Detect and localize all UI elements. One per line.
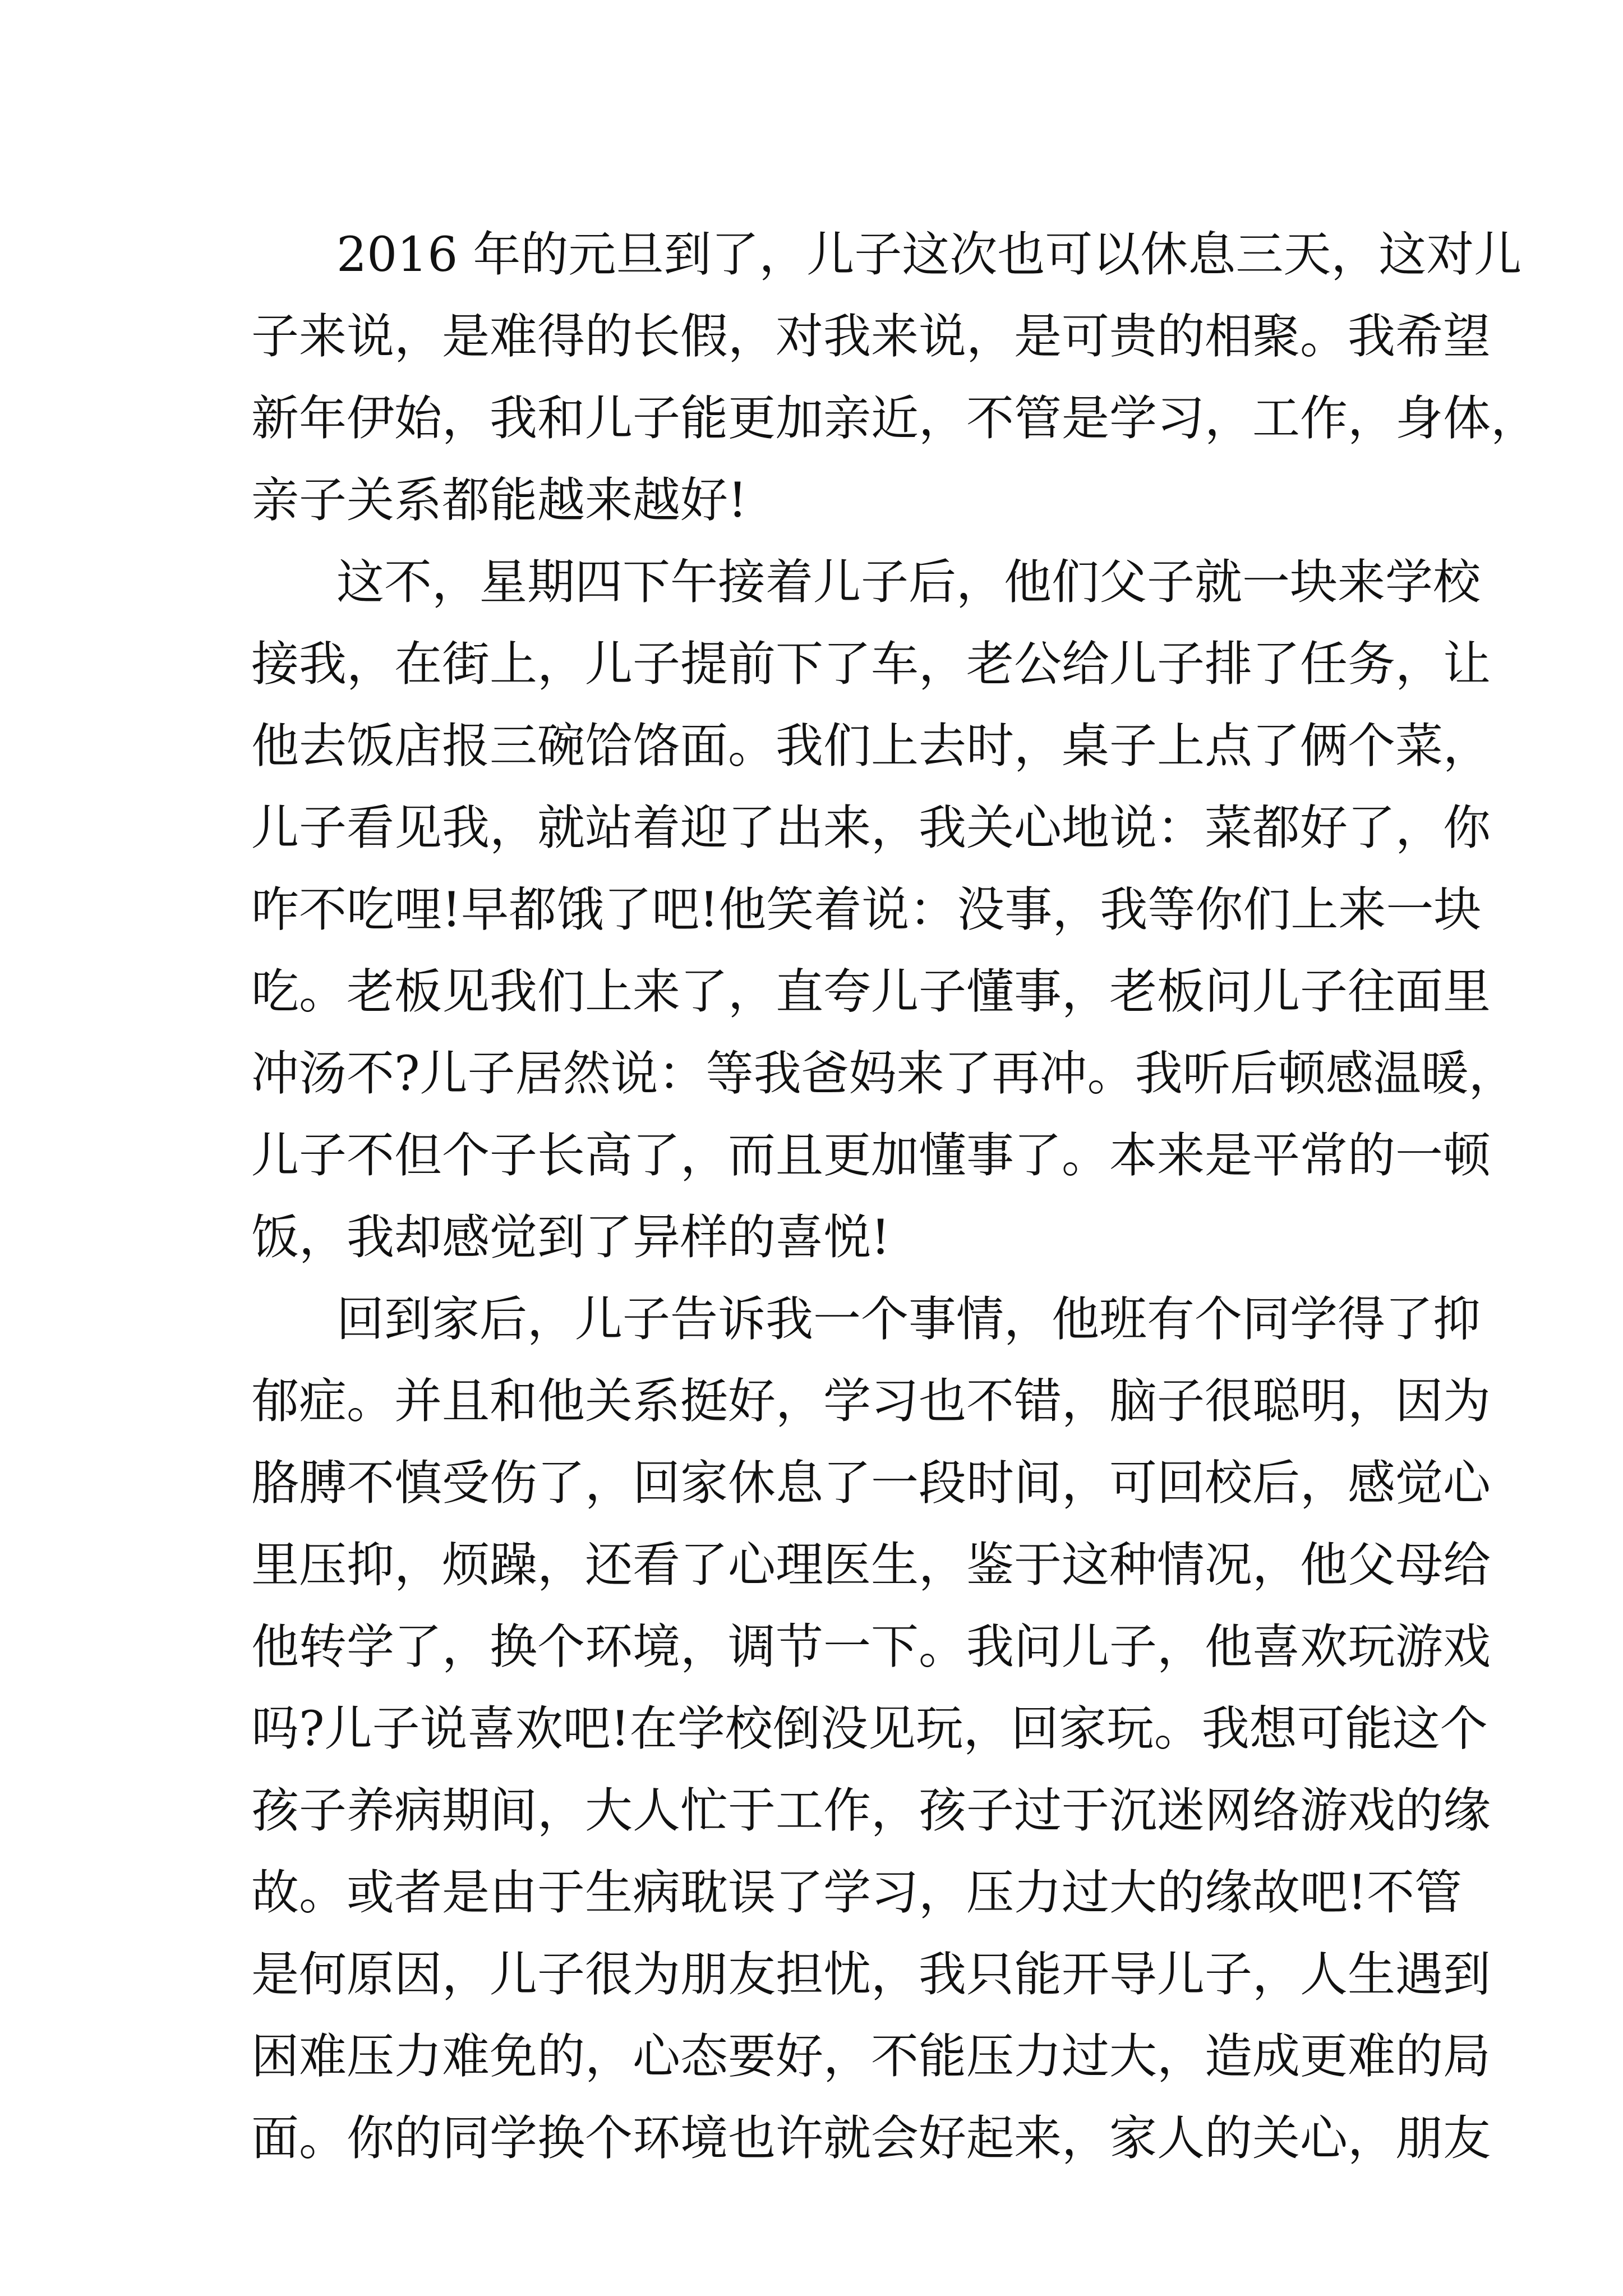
paragraph-2-line: 他去饭店报三碗饸饹面。我们上去时，桌子上点了俩个菜， xyxy=(251,719,1491,774)
paragraph-3-line: 吗?儿子说喜欢吧!在学校倒没见玩，回家玩。我想可能这个 xyxy=(251,1701,1488,1757)
paragraph-3-line: 故。或者是由于生病耽误了学习，压力过大的缘故吧!不管 xyxy=(251,1865,1463,1921)
paragraph-2-line: 冲汤不?儿子居然说：等我爸妈来了再冲。我听后顿感温暖， xyxy=(251,1046,1516,1102)
paragraph-1-line: 亲子关系都能越来越好! xyxy=(251,473,748,528)
paragraph-3-line: 面。你的同学换个环境也许就会好起来，家人的关心，朋友 xyxy=(251,2111,1491,2166)
paragraph-3-line: 郁症。并且和他关系挺好，学习也不错，脑子很聪明，因为 xyxy=(251,1374,1491,1429)
paragraph-1-line: 新年伊始，我和儿子能更加亲近，不管是学习，工作，身体， xyxy=(251,391,1539,447)
paragraph-2-line: 咋不吃哩!早都饿了吧!他笑着说：没事，我等你们上来一块 xyxy=(251,882,1482,938)
paragraph-3-line: 他转学了，换个环境，调节一下。我问儿子，他喜欢玩游戏 xyxy=(251,1619,1491,1675)
paragraph-2-line: 儿子不但个子长高了，而且更加懂事了。本来是平常的一顿 xyxy=(251,1128,1491,1184)
paragraph-3-line: 孩子养病期间，大人忙于工作，孩子过于沉迷网络游戏的缘 xyxy=(251,1783,1491,1839)
paragraph-2-line: 这不，星期四下午接着儿子后，他们父子就一块来学校 xyxy=(336,555,1481,610)
paragraph-3-line: 困难压力难免的，心态要好，不能压力过大，造成更难的局 xyxy=(251,2029,1491,2085)
paragraph-3-line: 是何原因，儿子很为朋友担忧，我只能开导儿子，人生遇到 xyxy=(251,1947,1491,2003)
paragraph-3-line: 胳膊不慎受伤了，回家休息了一段时间，可回校后，感觉心 xyxy=(251,1456,1491,1511)
paragraph-2-line: 吃。老板见我们上来了，直夸儿子懂事，老板问儿子往面里 xyxy=(251,964,1491,1020)
paragraph-3-line: 回到家后，儿子告诉我一个事情，他班有个同学得了抑 xyxy=(336,1292,1481,1347)
paragraph-2-line: 饭，我却感觉到了异样的喜悦! xyxy=(251,1210,891,1266)
paragraph-3-line: 里压抑，烦躁，还看了心理医生，鉴于这种情况，他父母给 xyxy=(251,1538,1491,1593)
paragraph-2-line: 儿子看见我，就站着迎了出来，我关心地说：菜都好了，你 xyxy=(251,800,1491,856)
paragraph-2-line: 接我，在街上，儿子提前下了车，老公给儿子排了任务，让 xyxy=(251,637,1491,692)
paragraph-1-line: 2016 年的元旦到了，儿子这次也可以休息三天，这对儿 xyxy=(336,227,1522,283)
document-body xyxy=(251,214,1539,2180)
paragraph-1-line: 子来说，是难得的长假，对我来说，是可贵的相聚。我希望 xyxy=(251,309,1491,365)
